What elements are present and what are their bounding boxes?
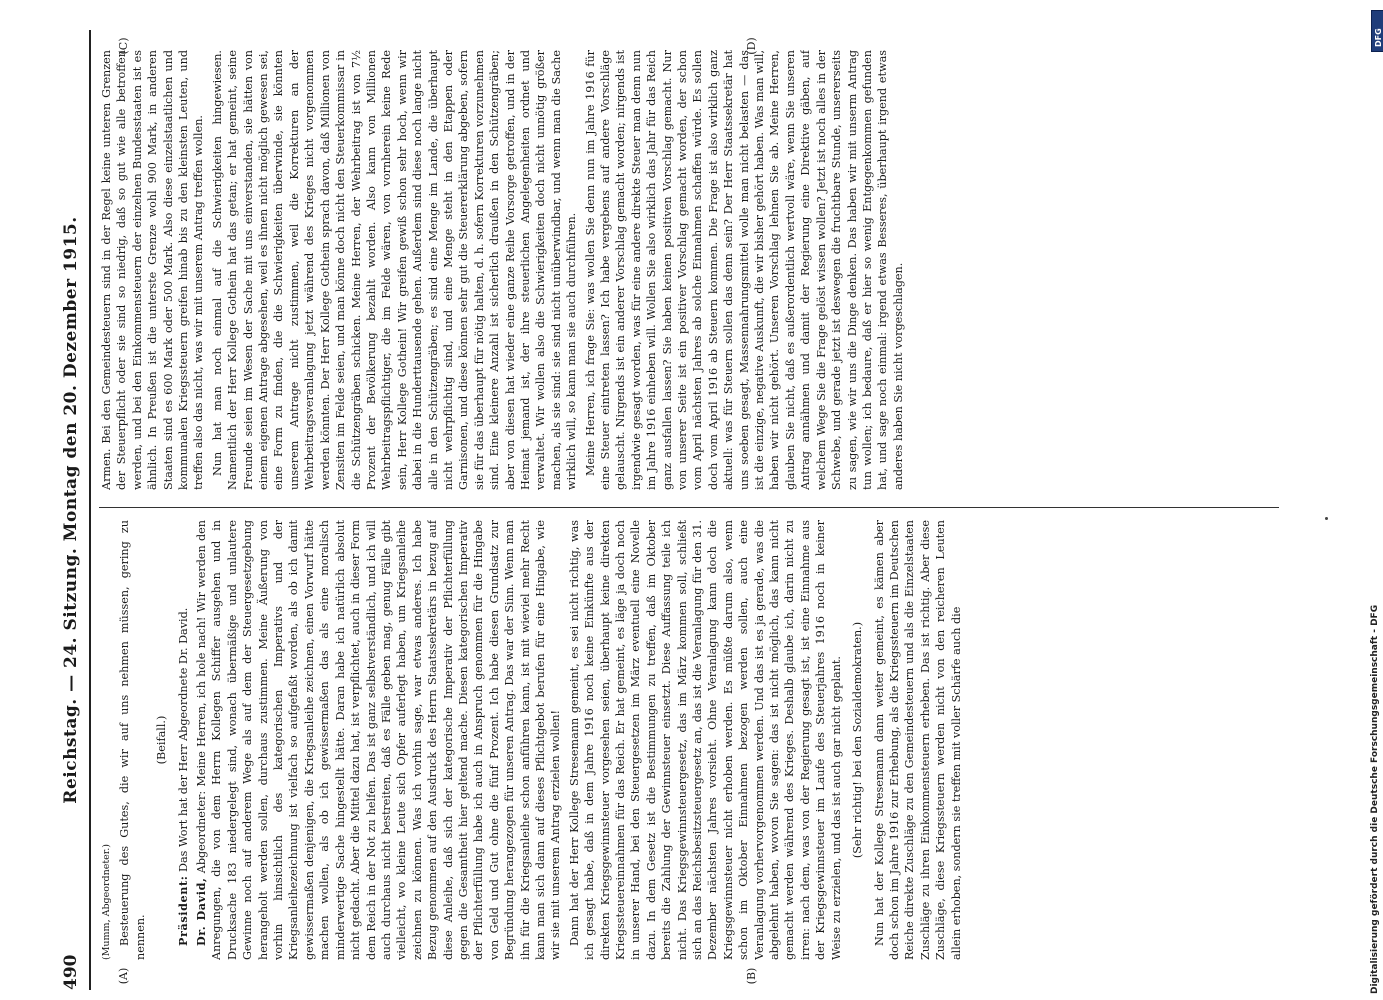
page-header	[55, 30, 91, 990]
margin-marker-d: (D)	[745, 37, 758, 55]
column-divider	[99, 507, 1279, 508]
paragraph: Meine Herren, ich frage Sie: was wollen Sie denn nun im Jahre 1916 für eine Steuer eintreten lassen? Ich habe vergebens auf andere Vorschläge gelauscht. Nirgends ist ein anderer Vorschlag gemacht worden; nirgends ist irgendwie gesagt worden, was für eine andere direkte Steuer man denn nun im Jahre 1916 einheben will. Wollen Sie also wirklich das Jahr für das Reich ganz ausfallen lassen? Sie haben keinen positiven Vorschlag gemacht. Nur von unserer Seite ist ein positiver Vorschlag gemacht worden, der schon vom April nächsten Jahres ab solche Einnahmen schaffen würde. Es sollen doch vom April 1916 ab Steuern kommen. Die Frage ist also wirklich ganz aktuell: was für Steuern sollen das denn sein? Der Herr Staatssekretär hat uns soeben gesagt, Massennahrungsmittel wolle man nicht belasten — das ist die einzige, negative Auskunft, die wir bisher gehört haben. Was man will, haben wir nicht gehört. Unseren Vorschlag lehnen Sie ab. Meine Herren, glauben Sie nicht, daß es außerordentlich wertvoll wäre, wenn Sie unseren Antrag annähmen und damit der Regierung eine Direktive gäben, auf welchem Wege Sie die Frage gelöst wissen wollen? Jetzt ist noch alles in der Schwebe, und gerade jetzt ist deswegen die fruchtbare Stunde, unsererseits zu sagen, wie wir uns die Dinge denken. Das haben wir mit unserm Antrag tun wollen; ich bedaure, daß er hier so wenig Entgegenkommen gefunden hat, und sage noch einmal: irgend etwas Besseres, überhaupt irgend etwas anderes haben Sie nicht vorgeschlagen.	[583, 50, 905, 490]
margin-marker-c: (C)	[117, 37, 130, 55]
paragraph: Nun hat man noch einmal auf die Schwierigkeiten hingewiesen. Namentlich der Herr Kollege Gothein hat das getan; er hat gemeint, seine Freunde seien im Wesen der Sache mit uns einverstanden, sie hätten von einem eigenen Antrage abgesehen, weil es ihnen nicht möglich gewesen sei, eine Form zu finden, die die Schwierigkeiten überwinde, sie könnten unserem Antrage nicht zustimmen, weil die Korrekturen an der Wehrbeitragsveranlagung jetzt während des Krieges nicht vorgenommen werden könnten. Der Herr Kollege Gothein sprach davon, daß Millionen von Zensiten im Felde seien, und man könne doch nicht den Steuerkommissar in die Schützengräben schicken. Meine Herren, der Wehrbeitrag ist von 7½ Prozent der Bevölkerung bezahlt worden. Also kann von Millionen Wehrbeitragspflichtiger, die im Felde wären, von vornherein keine Rede sein, Herr Kollege Gothein! Wir greifen gewiß schon sehr hoch, wenn wir dabei in die Hunderttausende gehen. Außerdem sind diese noch lange nicht alle in den Schützengräben; es sind eine Menge im Lande, die überhaupt nicht wehrpflichtig sind, und eine Menge steht in den Etappen oder Garnisonen, und diese können sehr gut die Steuererklärung abgeben, sofern sie für das überhaupt für nötig halten, d. h. sofern Korrekturen vorzunehmen sind. Eine kleinere Anzahl ist sicherlich draußen in den Schützengräben; aber von diesen hat wieder eine ganze Reihe Vorsorge getroffen, und in der Heimat jemand ist, der ihre steuerlichen Angelegenheiten ordnet und verwaltet. Wir wollen also die Schwierigkeiten doch nicht unnötig größer machen, als sie sind: sie sind nicht unüberwindbar, und wenn man die Sache wirklich will, so kann man sie auch durchführen.	[210, 50, 579, 490]
applause-note: (Beifall.)	[155, 715, 169, 765]
dfg-logo-text: DFG	[1374, 28, 1383, 47]
paragraph: Armen. Bei den Gemeindesteuern sind in der Regel keine unteren Grenzen der Steuerpflicht oder sie sind so niedrig, daß so gut wie alle betroffen werden, und bei den Einkommensteuern der einzelnen Bundesstaaten ist es ähnlich. In Preußen ist die unterste Grenze wohl 900 Mark, in anderen Staaten sind es 600 Mark oder 500 Mark. Also diese einzelstaatlichen und kommunalen Kriegssteuern greifen hinab bis zu den kleinsten Leuten, und treffen also das nicht, was wir mit unserem Antrag treffen wollen.	[100, 50, 206, 490]
paragraph-text: Das Wort hat der Herr Abgeordnete Dr. David.	[176, 607, 190, 872]
speaker-note: (Mumm, Abgeordneter.)	[101, 844, 112, 960]
paragraph: Dann hat der Herr Kollege Stresemann gemeint, es sei nicht richtig, was ich gesagt habe, daß in dem Jahre 1916 noch keine Einkünfte aus der direkten Kriegsgewinnsteuer vorgesehen seien, überhaupt keine direkten Kriegssteuereinnahmen für das Reich. Er hat gemeint, es läge ja doch noch in unserer Hand, bei den Steuergesetzen im März eventuell eine Novelle dazu. In dem Gesetz ist die Bestimmungen zu treffen, daß im Oktober bereits die Zahlung der Gewinnsteuer einsetzt. Diese Auffassung teile ich nicht. Das Kriegsgewinnsteuergesetz, das im März kommen soll, schließt sich an das Reichsbesitzsteuergesetz an, das ist die Veranlagung für den 31. Dezember nächsten Jahres vorsieht. Ohne Veranlagung kann doch die Kriegsgewinnsteuer nicht erhoben werden. Es müßte darum also, wenn schon im Oktober Einnahmen bezogen werden sollen, auch eine Veranlagung vorhervorgenommen werden. Und das ist es ja gerade, was die abgelehnt haben, wovon Sie sagen: das ist nicht möglich, das kann nicht gemacht werden während des Krieges. Deshalb glaube ich, darin nicht zu irren: nach dem, was von der Regierung gesagt ist, ist eine Einnahme aus der Kriegsgewinnsteuer im Laufe des Steuerjahres 1916 noch in keiner Weise zu erzielen, und das ist auch gar nicht geplant.	[567, 520, 843, 960]
paragraph-text: Abgeordneter: Meine Herren, ich hole nach! Wir werden den Anregungen, die von dem Herrn Kollegen Schiffer ausgehen und in Drucksache 183 niedergelegt sind, wonach übermäßige und unlautere Gewinne noch auf anderem Wege als auf dem der Steuergesetzgebung herangeholt werden sollen, durchaus zustimmen. Meine Äußerung von vorhin hinsichtlich des kategorischen Imperativs und der Kriegsanleihezeichnung ist vielfach so aufgefaßt worden, als ob ich damit gewissermaßen denjenigen, die Kriegsanleihe zeichnen, einen Vorwurf hätte machen wollen, als ob ich gewissermaßen das als eine moralisch minderwertige Sache hingestellt hätte. Daran habe ich natürlich absolut nicht gedacht. Aber die Mittel dazu hat, ist verpflichtet, auch in dieser Form dem Reich in der Not zu helfen. Das ist ganz selbstverständlich, und ich will auch durchaus nicht bestreiten, daß es Fälle geben mag, genug Fälle gibt vielleicht, wo kleine Leute sich Opfer auferlegt haben, um Kriegsanleihe zeichnen zu können. Was ich vorhin sage, war etwas anderes. Ich habe Bezug genommen auf den Ausdruck des Herrn Staatssekretärs in bezug auf diese Anleihe, daß sich der kategorische Imperativ der Pflichterfüllung gegen die Gesamtheit hier geltend mache. Diesen kategorischen Imperativ der Pflichterfüllung habe ich auch in Anspruch genommen für die Hingabe von Geld und Gut ohne die fünf Prozent. Ich habe diesen Grundsatz zur Begründung herangezogen für unseren Antrag. Das war der Sinn. Wenn man ihn für die Kriegsanleihe schon anführen kann, ist mit wieviel mehr Recht kann man sich dann auf dieses Pflichtgebot berufen für eine Hingabe, wie wir sie mit unserem Antrag erzielen wollen!	[195, 520, 563, 960]
paragraph	[194, 520, 564, 960]
digitization-credit: Digitalisierung gefördert durch die Deutsche Forschungsgemeinschaft - DFG	[1370, 604, 1380, 994]
interjection-note: (Sehr richtig! bei den Sozialdemokraten.)	[851, 621, 865, 859]
page-number: 490	[61, 954, 81, 990]
paragraph: Besteuerung des Gutes, die wir auf uns nehmen müssen, gering zu nennen.	[118, 520, 147, 960]
speaker-name: Präsident:	[175, 875, 190, 946]
margin-marker-a: (A)	[117, 967, 130, 985]
speaker-name: Dr. David,	[194, 877, 209, 946]
page-title: Reichstag. — 24. Sitzung. Montag den 20. Dezember 1915.	[61, 216, 81, 804]
left-column	[99, 520, 1279, 960]
paragraph	[176, 520, 191, 960]
rotated-document-page	[55, 30, 1355, 990]
paragraph: Nun hat der Kollege Stresemann dann weiter gemeint, es kämen aber doch schon im Jahre 1916 zur Erhebung, als die Kriegssteuern im Deutschen Reiche direkte Zuschläge zu den Gemeindesteuern und als die Einzelstaaten Zuschläge zu ihren Einkommensteuern erheben. Das ist richtig. Aber diese Zuschläge, diese Kriegssteuern werden nicht von den reicheren Leuten allein erhoben, sondern sie treffen mit voller Schärfe auch die	[872, 520, 963, 960]
page-dot	[1325, 517, 1328, 520]
right-column	[99, 50, 1279, 490]
margin-marker-b: (B)	[745, 967, 758, 985]
